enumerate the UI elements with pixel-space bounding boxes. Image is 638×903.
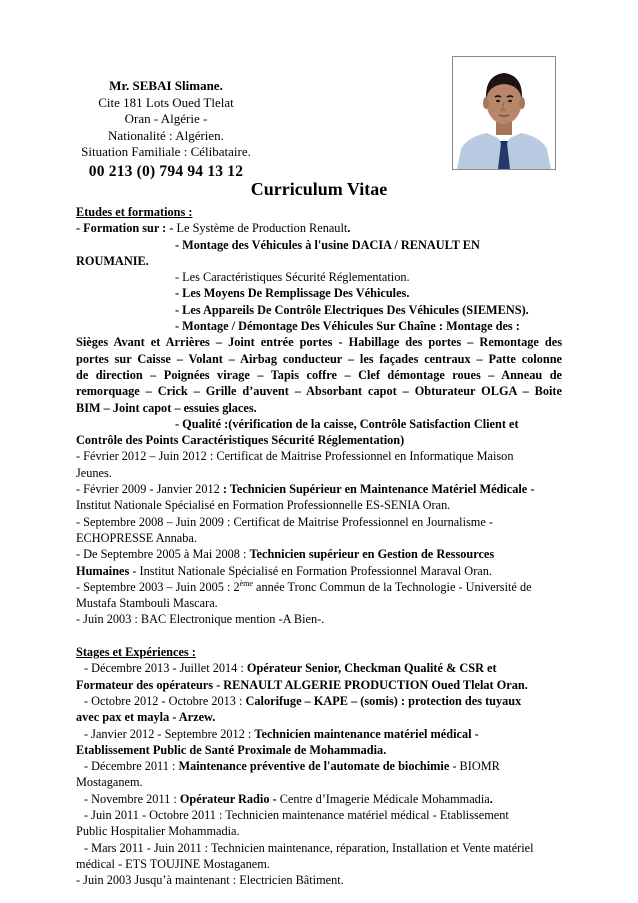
education-entry: Institut Nationale Spécialisé en Formation Professionnelle ES-SENIA Oran. xyxy=(76,498,451,513)
module-montage: - Montage / Démontage Des Véhicules Sur Chaîne : Montage des : xyxy=(175,319,520,334)
experience-entry: - Décembre 2013 - Juillet 2014 : Opérateur Senior, Checkman Qualité & CSR et xyxy=(84,661,497,676)
family-status: Situation Familiale : Célibataire. xyxy=(81,144,251,159)
contact-block xyxy=(76,78,256,182)
experience-entry: médical - ETS TOUJINE Mostaganem. xyxy=(76,856,270,871)
module-qualite: - Qualité :(vérification de la caisse, Contrôle Satisfaction Client et xyxy=(175,416,519,431)
profile-photo xyxy=(452,56,556,170)
candidate-name: Mr. SEBAI Slimane. xyxy=(109,78,223,93)
module-line xyxy=(76,237,562,253)
education-entry: - Février 2009 - Janvier 2012 : Technicien Supérieur en Maintenance Matériel Médicale - xyxy=(76,482,535,497)
module-line xyxy=(76,285,562,301)
formation-line xyxy=(76,220,562,236)
education-entry: - Septembre 2008 – Juin 2009 : Certificat de Maitrise Professionnel en Journalisme - xyxy=(76,514,493,529)
education-entry: - Février 2012 – Juin 2012 : Certificat de Maitrise Professionnel en Informatique Maison xyxy=(76,449,514,464)
module-line xyxy=(76,269,562,285)
module-dacia: - Montage des Véhicules à l'usine DACIA / RENAULT EN xyxy=(175,237,480,252)
education-entry: - Juin 2003 : BAC Electronique mention -A Bien-. xyxy=(76,612,325,627)
module-securite: - Les Caractéristiques Sécurité Réglementation. xyxy=(175,270,410,285)
module-line: ROUMANIE. xyxy=(76,253,149,268)
education-entry: ECHOPRESSE Annaba. xyxy=(76,530,197,545)
education-entry: - Septembre 2003 – Juin 2005 : 2ème année Tronc Commun de la Technologie - Université de xyxy=(76,578,532,594)
experience-entry: - Juin 2011 - Octobre 2011 : Technicien maintenance matériel médical - Etablissement xyxy=(84,807,509,822)
module-appareils: - Les Appareils De Contrôle Electriques Des Véhicules (SIEMENS). xyxy=(175,302,529,317)
module-line: portes sur Caisse – Volant – Airbag conducteur – les façades centraux – Patte colonne xyxy=(76,351,562,366)
phone-number: 00 213 (0) 794 94 13 12 xyxy=(88,162,244,180)
document-title: Curriculum Vitae xyxy=(250,179,388,199)
module-remplissage: - Les Moyens De Remplissage Des Véhicules. xyxy=(175,286,410,301)
address-line-1: Cite 181 Lots Oued Tlelat xyxy=(98,94,234,110)
section-heading-education: Etudes et formations : xyxy=(76,205,193,219)
experience-entry: Formateur des opérateurs - RENAULT ALGERIE PRODUCTION Oued Tlelat Oran. xyxy=(76,677,528,692)
cv-body xyxy=(76,204,562,888)
experience-entry: - Octobre 2012 - Octobre 2013 : Calorifuge – KAPE – (somis) : protection des tuyaux xyxy=(84,693,522,708)
education-entry: Mustafa Stambouli Mascara. xyxy=(76,596,218,611)
education-entry: Humaines - Institut Nationale Spécialisé en Formation Professionnel Maraval Oran. xyxy=(76,563,492,578)
section-heading-experience: Stages et Expériences : xyxy=(76,645,196,660)
experience-entry: - Novembre 2011 : Opérateur Radio - Centre d’Imagerie Médicale Mohammadia. xyxy=(84,791,493,806)
experience-entry: - Juin 2003 Jusqu’à maintenant : Electricien Bâtiment. xyxy=(76,873,344,888)
experience-entry: - Décembre 2011 : Maintenance préventive de l'automate de biochimie - BIOMR xyxy=(84,759,500,774)
experience-entry: Public Hospitalier Mohammadia. xyxy=(76,824,240,839)
module-line: Contrôle des Points Caractéristiques Sécurité Réglementation) xyxy=(76,433,405,448)
module-line xyxy=(76,416,562,432)
module-line: de direction – Poignées virage – Tapis coffre – Clef démontage roues – Anneau de xyxy=(76,367,562,382)
experience-entry: Etablissement Public de Santé Proximale de Mohammadia. xyxy=(76,742,387,757)
nationality: Nationalité : Algérien. xyxy=(108,127,224,143)
module-line xyxy=(76,318,562,334)
formation-dot: . xyxy=(347,221,351,236)
module-line xyxy=(76,302,562,318)
formation-label: - Formation sur : - xyxy=(76,221,174,236)
module-line: Sièges Avant et Arrières – Joint entrée portes - Habillage des portes – Remontage des xyxy=(76,335,562,350)
education-entry: Jeunes. xyxy=(76,465,112,480)
formation-text: Le Système de Production Renault xyxy=(173,221,348,236)
module-line: remorquage – Crick – Grille d’auvent – Absorbant capot – Obturateur OLGA – Boite xyxy=(76,384,562,399)
experience-entry: - Mars 2011 - Juin 2011 : Technicien maintenance, réparation, Installation et Vente matériel xyxy=(84,840,534,855)
address-line-2: Oran - Algérie - xyxy=(124,111,208,126)
experience-entry: Mostaganem. xyxy=(76,775,143,790)
education-entry: - De Septembre 2005 à Mai 2008 : Technicien supérieur en Gestion de Ressources xyxy=(76,547,495,562)
experience-entry: avec pax et mayla - Arzew. xyxy=(76,710,216,725)
experience-entry: - Janvier 2012 - Septembre 2012 : Technicien maintenance matériel médical - xyxy=(84,726,479,741)
module-line: BIM – Joint capot – essuies glaces. xyxy=(76,400,257,415)
portrait-image xyxy=(453,57,555,169)
